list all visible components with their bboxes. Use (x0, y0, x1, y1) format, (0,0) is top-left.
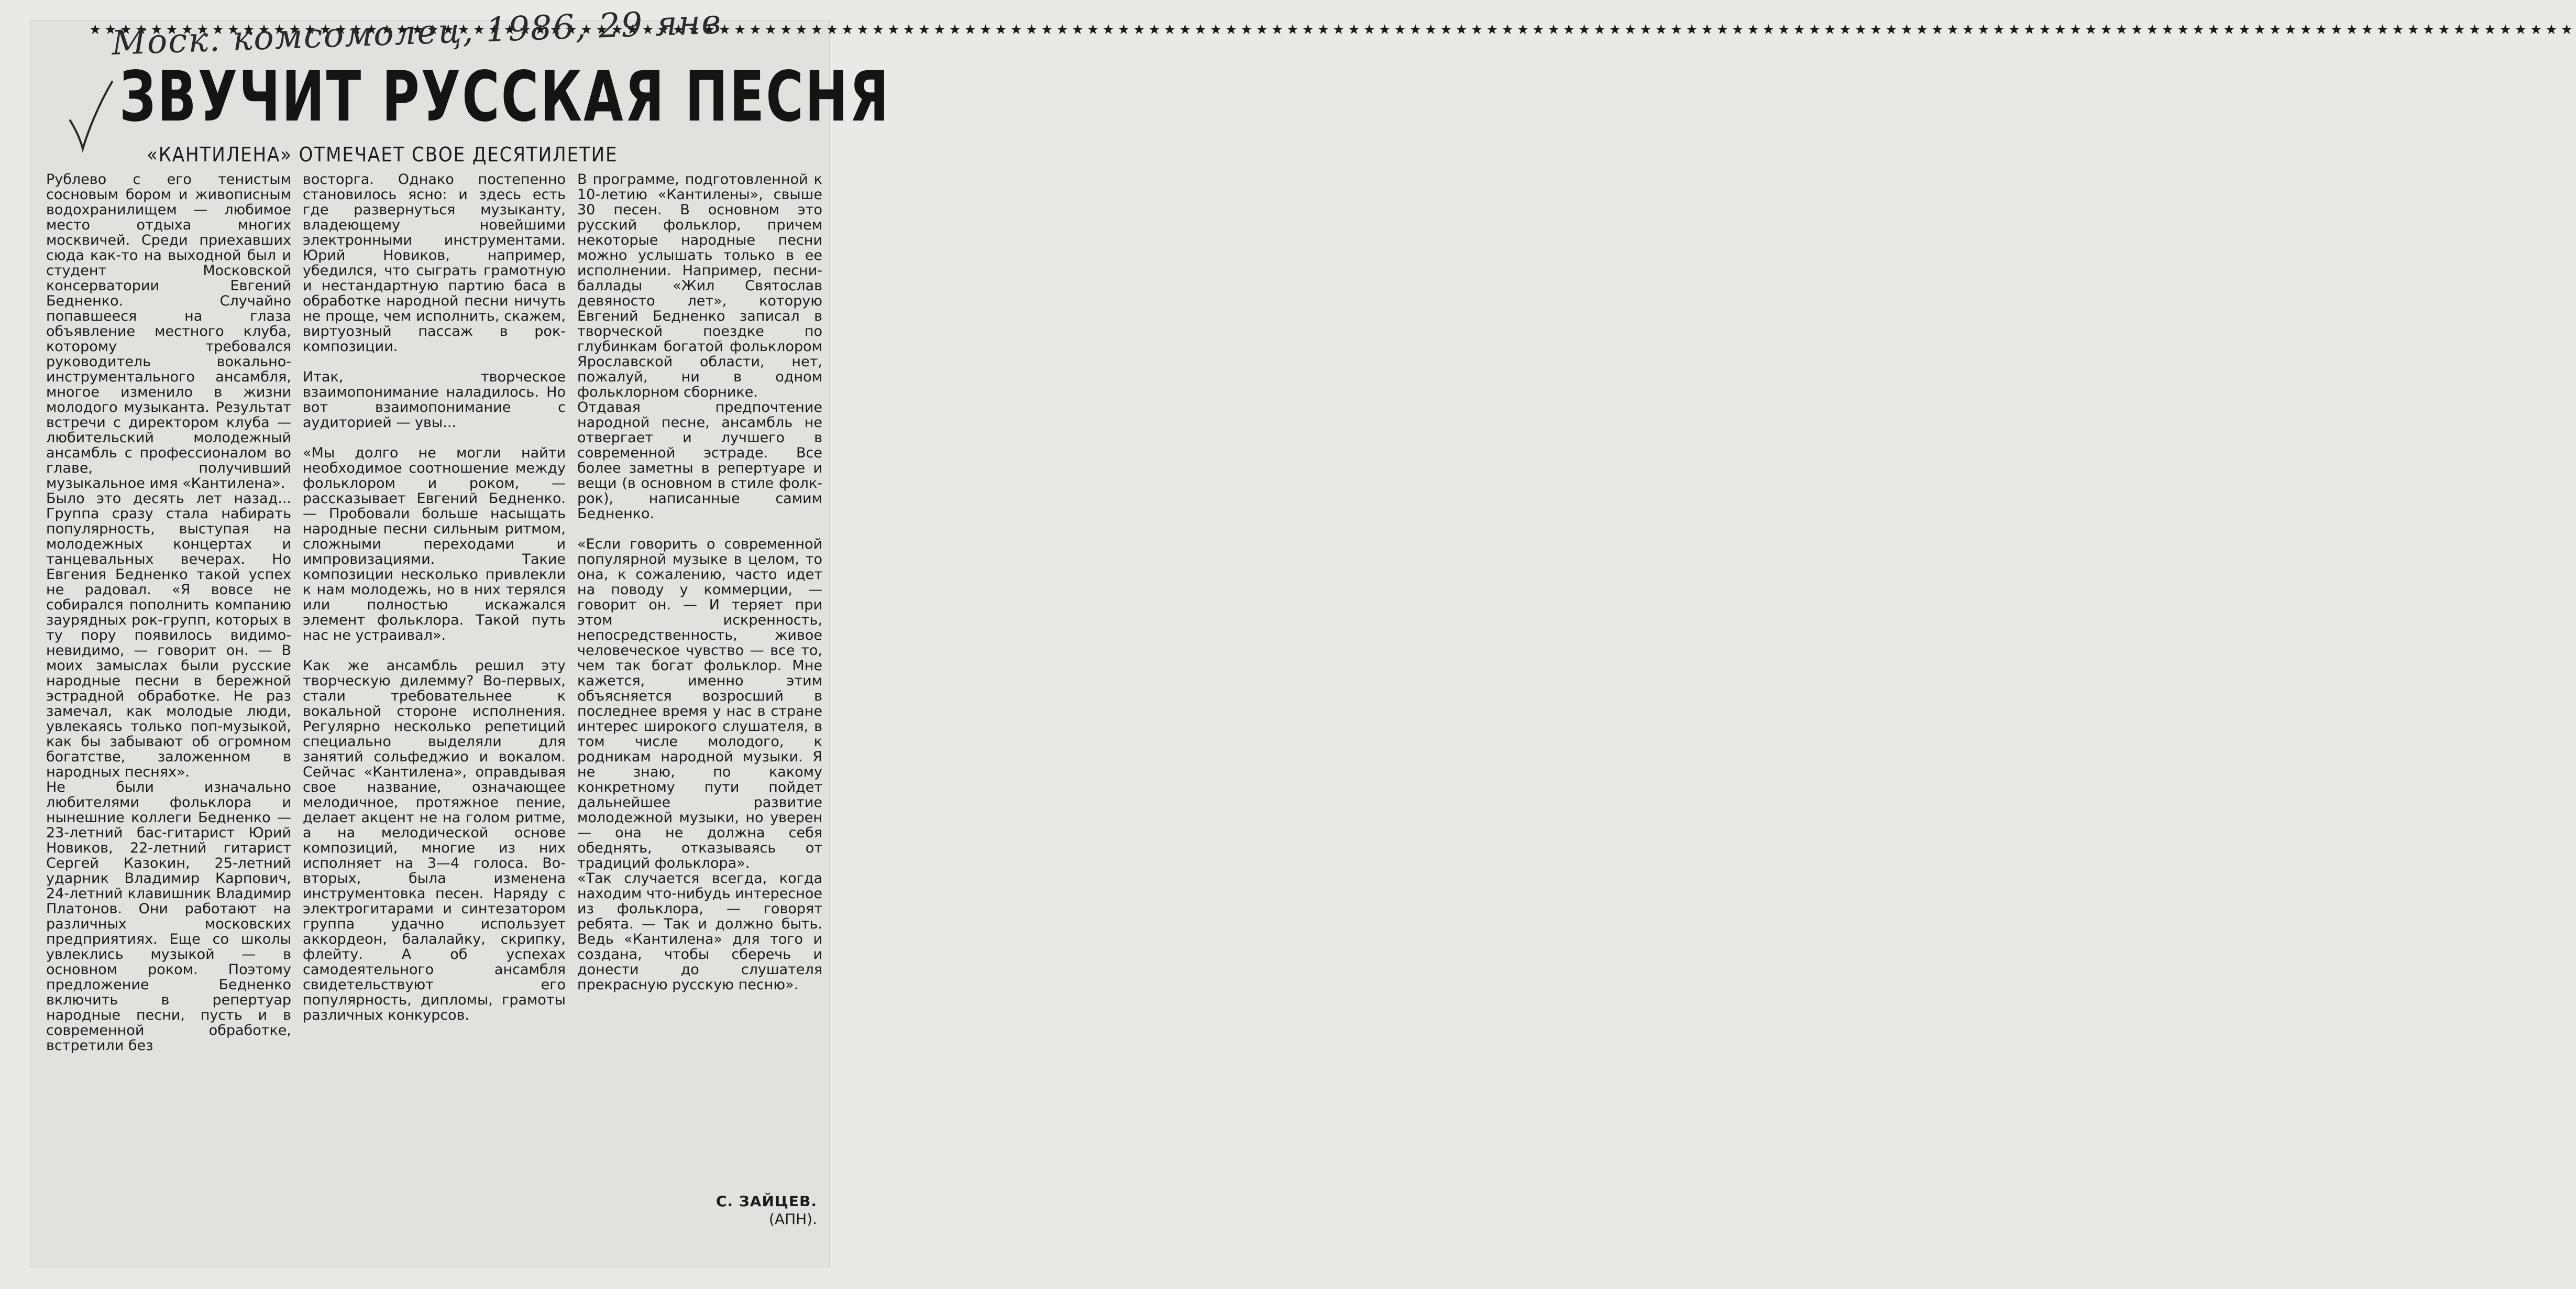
paragraph: Как же ансамбль решил эту творческую дилемму? Во-первых, стали требовательнее к вокальной стороне исполнения. Регулярно несколько репетиций специально выделяли для занятий сольфеджио и вокалом. Сейчас «Кантилена», оправдывая свое название, означающее мелодичное, протяжное пение, делает акцент не на голом ритме, а на мелодической основе композиций, многие из них исполняет на 3—4 голоса. Во-вторых, была изменена инструментовка песен. Наряду с электрогитарами и синтезатором группа удачно использует аккордеон, балалайку, скрипку, флейту. А об успехах самодеятельного ансамбля свидетельствуют его популярность, дипломы, грамоты различных конкурсов. (303, 658, 566, 1023)
paragraph: «Если говорить о современной популярной музыке в целом, то она, к сожалению, часто идет на поводу у коммерции, — говорит он. — И теряет при этом искренность, непосредственность, живое человеческое чувство — все то, чем так богат фольклор. Мне кажется, именно этим объясняется возросший в последнее время у нас в стране интерес широкого слушателя, в том числе молодого, к родникам народной музыки. Я не знаю, по какому конкретному пути пойдет дальнейшее развитие молодежной музыки, но уверен — она не должна себя обеднять, отказываясь от традиций фольклора». (577, 536, 822, 871)
article-column-2 (303, 172, 566, 1023)
paragraph: Отдавая предпочтение народной песне, ансамбль не отвергает и лучшего в современной эстраде. Все более заметны в репертуаре и вещи (в основном в стиле фолк-рок), написанные самим Бедненко. (577, 399, 822, 522)
checkmark-icon (67, 79, 114, 152)
paragraph: «Так случается всегда, когда находим что-нибудь интересное из фольклора, — говорят ребята. — Так и должно быть. Ведь «Кантилена» для того и создана, чтобы сберечь и донести до слушателя прекрасную русскую песню». (577, 870, 822, 993)
headline: ЗВУЧИТ РУССКАЯ ПЕСНЯ (119, 57, 890, 137)
byline-author: С. ЗАЙЦЕВ. (715, 1193, 817, 1210)
paragraph: восторга. Однако постепенно становилось ясно: и здесь есть где развернуться музыканту, владеющему новейшими электронными инструментами. Юрий Новиков, например, убедился, что сыграть грамотную и нестандартную партию баса в обработке народной песни ничуть не проще, чем исполнить, скажем, виртуозный пассаж в рок-композиции. (303, 171, 566, 355)
article-column-3 (577, 172, 822, 992)
paragraph: Не были изначально любителями фольклора и нынешние коллеги Бедненко — 23-летний бас-гитарист Юрий Новиков, 22-летний гитарист Сергей Казокин, 25-летний ударник Владимир Карпович, 24-летний клавишник Владимир Платонов. Они работают на различных московских предприятиях. Еще со школы увлеклись музыкой — в основном роком. Поэтому предложение Бедненко включить в репертуар народные песни, пусть и в современной обработке, встретили без (46, 779, 291, 1054)
handwritten-note: Моск. комсомолец, 1986, 29 янв (111, 3, 723, 63)
paragraph: Рублево с его тенистым сосновым бором и живописным водохранилищем — любимое место отдыха многих москвичей. Среди приехавших сюда как-то на выходной был и студент Московской консерватории Евгений Бедненко. Случайно попавшееся на глаза объявление местного клуба, которому требовался руководитель вокально-инструментального ансамбля, многое изменило в жизни молодого музыканта. Результат встречи с директором клуба — любительский молодежный ансамбль с профессионалом во главе, получивший музыкальное имя «Кантилена». (46, 171, 291, 491)
subheadline: «КАНТИЛЕНА» ОТМЕЧАЕТ СВОЕ ДЕСЯТИЛЕТИЕ (147, 143, 618, 166)
byline (660, 1193, 817, 1228)
star-border: ★★★★★★★★★★★★★★★★★★★★★★★★★★★★★★★★★★★★★★★★★★★★★★★★★★★★★★★★★★★★★★★★★★★★★★★★★★★★★★★★★★★★★★★★★★★★★★★★★★★★★★★★★★★★★★★★★★★★★★★★★★★★★★★★★★★★★★★★★★★★★★★★★★★★★★★★★★★★★★★★★★ (89, 22, 2576, 38)
article-column-1 (46, 172, 291, 1053)
paragraph: Было это десять лет назад... Группа сразу стала набирать популярность, выступая на молодежных концертах и танцевальных вечерах. Но Евгения Бедненко такой успех не радовал. «Я вовсе не собирался пополнить компанию заурядных рок-групп, которых в ту пору появилось видимо-невидимо, — говорит он. — В моих замыслах были русские народные песни в бережной эстрадной обработке. Не раз замечал, как молодые люди, увлекаясь только поп-музыкой, как бы забывают об огромном богатстве, заложенном в народных песнях». (46, 490, 291, 780)
byline-agency: (АПН). (768, 1210, 817, 1228)
paragraph: «Мы долго не могли найти необходимое соотношение между фольклором и роком, — рассказывает Евгений Бедненко. — Пробовали больше насыщать народные песни сильным ритмом, сложными переходами и импровизациями. Такие композиции несколько привлекли к нам молодежь, но в них терялся или полностью искажался элемент фольклора. Такой путь нас не устраивал». (303, 445, 566, 643)
paragraph: В программе, подготовленной к 10-летию «Кантилены», свыше 30 песен. В основном это русский фольклор, причем некоторые народные песни можно услышать только в ее исполнении. Например, песни-баллады «Жил Святослав девяносто лет», которую Евгений Бедненко записал в творческой поездке по глубинкам богатой фольклором Ярославской области, нет, пожалуй, ни в одном фольклорном сборнике. (577, 171, 822, 400)
paragraph: Итак, творческое взаимопонимание наладилось. Но вот взаимопонимание с аудиторией — увы... (303, 369, 566, 431)
